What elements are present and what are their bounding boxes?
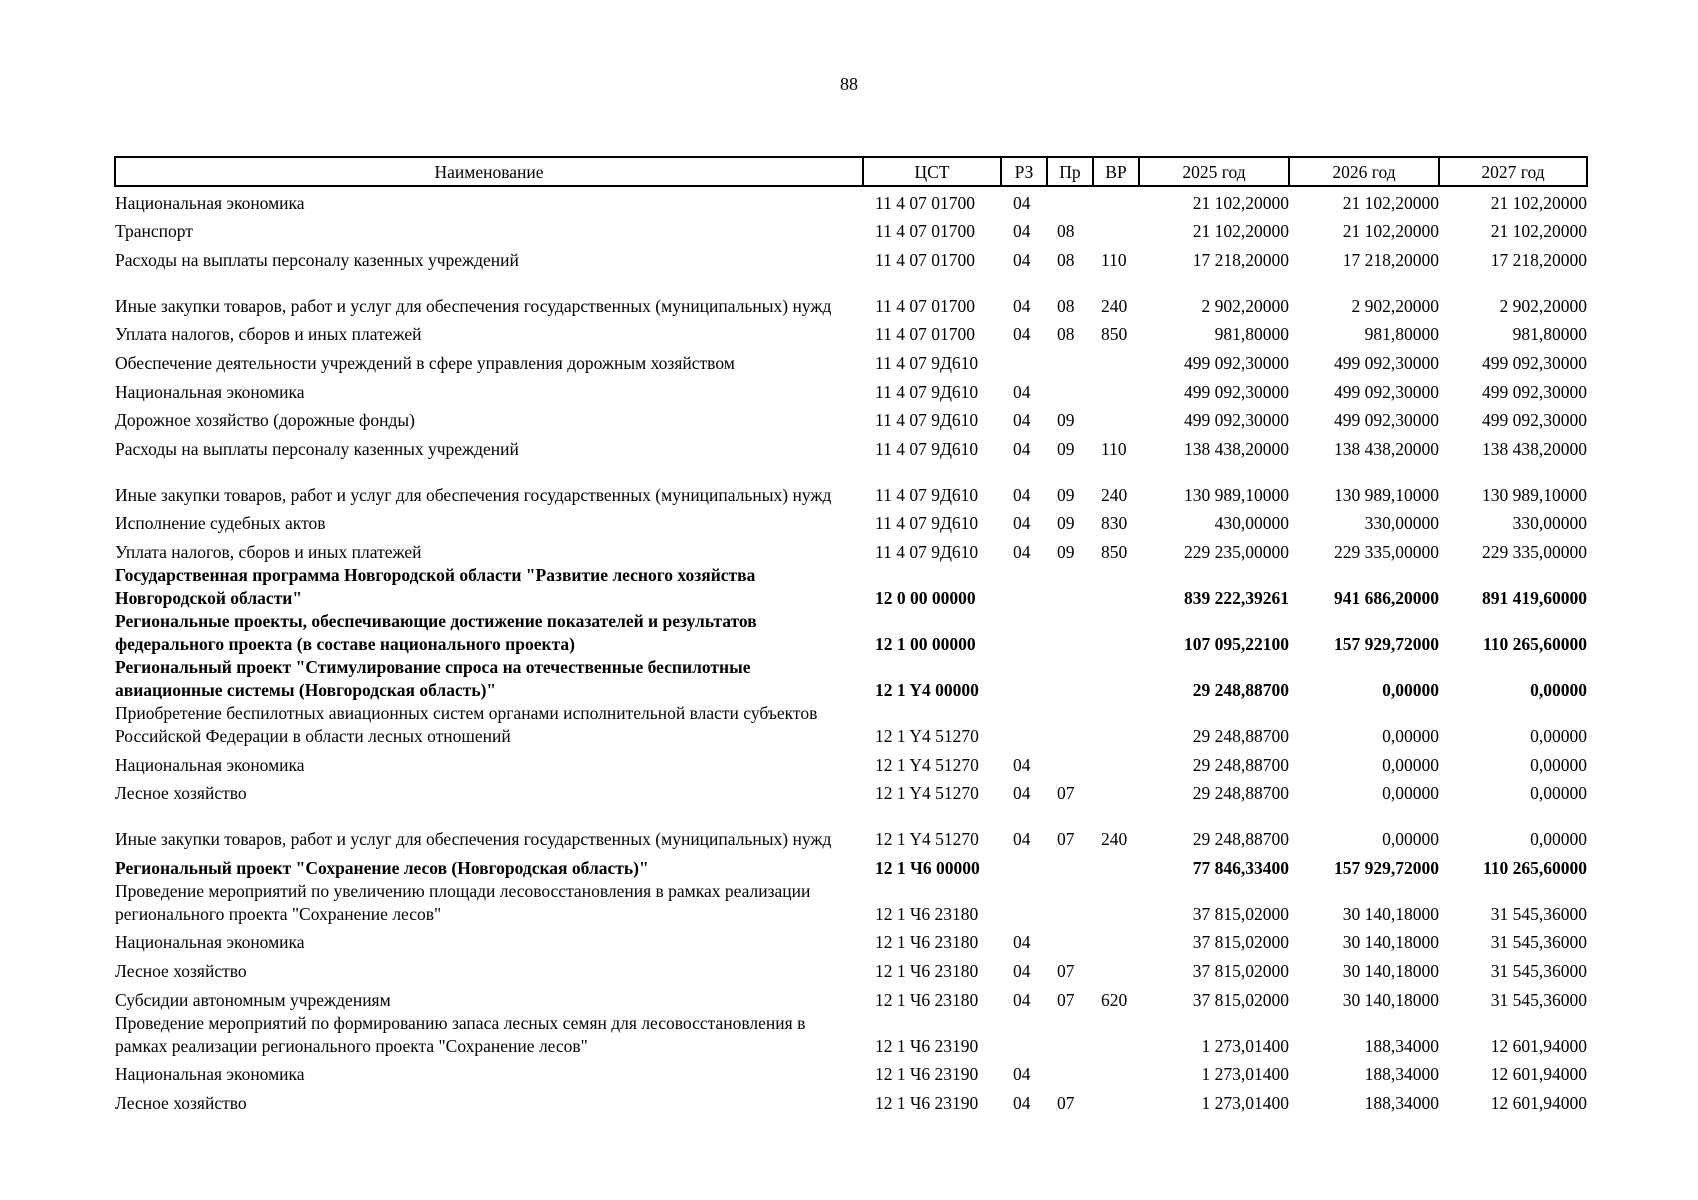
row-rz: 04 bbox=[1013, 932, 1031, 953]
row-cst: 12 1 Y4 51270 bbox=[875, 829, 979, 850]
row-cst: 11 4 07 01700 bbox=[875, 249, 975, 270]
row-vr bbox=[1093, 1058, 1139, 1087]
row-rz: 04 bbox=[1013, 438, 1031, 459]
row-2026-value: 0,00000 bbox=[1382, 829, 1439, 850]
row-2027-value: 891 419,60000 bbox=[1482, 587, 1587, 608]
row-name: Приобретение беспилотных авиационных систем органами исполнительной власти субъектов Российской Федерации в области лесных отношений bbox=[115, 702, 818, 746]
row-vr: 240 bbox=[1101, 829, 1128, 850]
table-body bbox=[115, 186, 1587, 1115]
budget-table bbox=[114, 156, 1588, 1115]
table-row bbox=[115, 535, 1587, 564]
row-vr bbox=[1093, 564, 1139, 610]
header-name: Наименование bbox=[115, 157, 863, 186]
row-2026-value: 30 140,18000 bbox=[1342, 932, 1439, 953]
row-name: Иные закупки товаров, работ и услуг для обеспечения государственных (муниципальных) нужд bbox=[115, 484, 832, 505]
row-name: Национальная экономика bbox=[115, 192, 305, 213]
row-vr bbox=[1093, 777, 1139, 806]
row-2025-value: 499 092,30000 bbox=[1184, 381, 1289, 402]
row-vr bbox=[1093, 954, 1139, 983]
row-vr bbox=[1093, 1086, 1139, 1115]
row-cst: 12 1 Ч6 23190 bbox=[875, 1035, 979, 1056]
row-2025-value: 430,00000 bbox=[1214, 513, 1289, 534]
row-name: Национальная экономика bbox=[115, 381, 305, 402]
row-2027-value: 0,00000 bbox=[1530, 783, 1587, 804]
row-rz: 04 bbox=[1013, 989, 1031, 1010]
row-2027-value: 12 601,94000 bbox=[1490, 1064, 1587, 1085]
table-row bbox=[115, 1058, 1587, 1087]
row-2025-value: 107 095,22100 bbox=[1184, 633, 1289, 654]
row-2027-value: 499 092,30000 bbox=[1482, 410, 1587, 431]
row-pr: 09 bbox=[1057, 410, 1075, 431]
row-2027-value: 130 989,10000 bbox=[1482, 484, 1587, 505]
row-2026-value: 30 140,18000 bbox=[1342, 960, 1439, 981]
row-pr: 08 bbox=[1057, 249, 1075, 270]
row-2026-value: 499 092,30000 bbox=[1334, 352, 1439, 373]
row-name: Региональные проекты, обеспечивающие достижение показателей и результатов федерального проекта (в составе национального проекта) bbox=[115, 610, 757, 654]
row-pr bbox=[1047, 375, 1093, 404]
row-rz: 04 bbox=[1013, 410, 1031, 431]
row-cst: 12 1 Ч6 23180 bbox=[875, 932, 979, 953]
row-2026-value: 2 902,20000 bbox=[1351, 295, 1439, 316]
row-2027-value: 17 218,20000 bbox=[1490, 249, 1587, 270]
row-vr bbox=[1093, 346, 1139, 375]
row-vr: 850 bbox=[1101, 541, 1128, 562]
row-2026-value: 499 092,30000 bbox=[1334, 381, 1439, 402]
table-row bbox=[115, 851, 1587, 880]
row-pr: 08 bbox=[1057, 324, 1075, 345]
row-pr bbox=[1047, 851, 1093, 880]
row-cst: 11 4 07 01700 bbox=[875, 295, 975, 316]
row-cst: 12 1 Y4 00000 bbox=[875, 679, 979, 700]
row-vr bbox=[1093, 404, 1139, 433]
row-2026-value: 21 102,20000 bbox=[1342, 192, 1439, 213]
header-cst: ЦСТ bbox=[863, 157, 1001, 186]
row-2025-value: 17 218,20000 bbox=[1192, 249, 1289, 270]
row-cst: 11 4 07 9Д610 bbox=[875, 513, 979, 534]
row-vr bbox=[1093, 375, 1139, 404]
row-2025-value: 981,80000 bbox=[1214, 324, 1289, 345]
row-rz: 04 bbox=[1013, 783, 1031, 804]
row-vr bbox=[1093, 1012, 1139, 1058]
row-pr bbox=[1047, 346, 1093, 375]
row-rz bbox=[1001, 880, 1047, 926]
row-name: Региональный проект "Стимулирование спроса на отечественные беспилотные авиационные системы (Новгородская область)" bbox=[115, 656, 751, 700]
row-name: Иные закупки товаров, работ и услуг для обеспечения государственных (муниципальных) нужд bbox=[115, 829, 832, 850]
row-2025-value: 130 989,10000 bbox=[1184, 484, 1289, 505]
row-2027-value: 499 092,30000 bbox=[1482, 352, 1587, 373]
row-rz: 04 bbox=[1013, 381, 1031, 402]
row-rz: 04 bbox=[1013, 249, 1031, 270]
row-rz: 04 bbox=[1013, 541, 1031, 562]
row-rz: 04 bbox=[1013, 192, 1031, 213]
row-2026-value: 229 335,00000 bbox=[1334, 541, 1439, 562]
row-vr bbox=[1093, 748, 1139, 777]
row-name: Лесное хозяйство bbox=[115, 1092, 247, 1113]
row-rz bbox=[1001, 851, 1047, 880]
row-rz: 04 bbox=[1013, 513, 1031, 534]
row-2026-value: 0,00000 bbox=[1382, 754, 1439, 775]
row-name: Расходы на выплаты персоналу казенных учреждений bbox=[115, 249, 519, 270]
row-cst: 12 1 Y4 51270 bbox=[875, 725, 979, 746]
table-row bbox=[115, 610, 1587, 656]
table-row bbox=[115, 1086, 1587, 1115]
row-vr bbox=[1093, 880, 1139, 926]
row-2025-value: 1 273,01400 bbox=[1201, 1035, 1289, 1056]
row-rz: 04 bbox=[1013, 754, 1031, 775]
row-pr: 08 bbox=[1057, 221, 1075, 242]
row-cst: 12 1 Y4 51270 bbox=[875, 783, 979, 804]
row-pr: 07 bbox=[1057, 960, 1075, 981]
row-2025-value: 499 092,30000 bbox=[1184, 352, 1289, 373]
table-row bbox=[115, 461, 1587, 507]
row-2027-value: 31 545,36000 bbox=[1490, 989, 1587, 1010]
row-2027-value: 981,80000 bbox=[1512, 324, 1587, 345]
row-pr bbox=[1047, 926, 1093, 955]
row-vr: 110 bbox=[1101, 249, 1127, 270]
row-2025-value: 21 102,20000 bbox=[1192, 221, 1289, 242]
row-2026-value: 30 140,18000 bbox=[1342, 903, 1439, 924]
row-cst: 12 1 Y4 51270 bbox=[875, 754, 979, 775]
row-name: Региональный проект "Сохранение лесов (Новгородская область)" bbox=[115, 857, 649, 878]
row-2026-value: 188,34000 bbox=[1364, 1064, 1439, 1085]
row-name: Национальная экономика bbox=[115, 1064, 305, 1085]
row-cst: 11 4 07 9Д610 bbox=[875, 541, 979, 562]
row-pr bbox=[1047, 1058, 1093, 1087]
row-cst: 11 4 07 9Д610 bbox=[875, 410, 979, 431]
row-2026-value: 0,00000 bbox=[1382, 679, 1439, 700]
row-name: Проведение мероприятий по увеличению площади лесовосстановления в рамках реализации регионального проекта "Сохранение лесов" bbox=[115, 880, 811, 924]
row-pr: 07 bbox=[1057, 1092, 1075, 1113]
row-2026-value: 138 438,20000 bbox=[1334, 438, 1439, 459]
row-vr bbox=[1093, 186, 1139, 215]
row-2027-value: 21 102,20000 bbox=[1490, 221, 1587, 242]
row-rz bbox=[1001, 610, 1047, 656]
table-row bbox=[115, 702, 1587, 748]
row-2025-value: 839 222,39261 bbox=[1184, 587, 1289, 608]
row-rz bbox=[1001, 564, 1047, 610]
row-cst: 11 4 07 9Д610 bbox=[875, 352, 979, 373]
header-rz: РЗ bbox=[1001, 157, 1047, 186]
row-2025-value: 1 273,01400 bbox=[1201, 1092, 1289, 1113]
table-row bbox=[115, 954, 1587, 983]
row-cst: 11 4 07 9Д610 bbox=[875, 438, 979, 459]
row-2025-value: 77 846,33400 bbox=[1192, 857, 1289, 878]
table-row bbox=[115, 1012, 1587, 1058]
row-2026-value: 981,80000 bbox=[1364, 324, 1439, 345]
row-2027-value: 0,00000 bbox=[1530, 725, 1587, 746]
table-row bbox=[115, 432, 1587, 461]
row-rz: 04 bbox=[1013, 960, 1031, 981]
row-2026-value: 0,00000 bbox=[1382, 783, 1439, 804]
table-row bbox=[115, 404, 1587, 433]
row-name: Дорожное хозяйство (дорожные фонды) bbox=[115, 410, 416, 431]
table-row bbox=[115, 243, 1587, 272]
row-2025-value: 29 248,88700 bbox=[1192, 754, 1289, 775]
row-pr bbox=[1047, 1012, 1093, 1058]
row-2027-value: 31 545,36000 bbox=[1490, 932, 1587, 953]
row-name: Государственная программа Новгородской области "Развитие лесного хозяйства Новгородской области" bbox=[115, 564, 756, 608]
row-rz: 04 bbox=[1013, 324, 1031, 345]
row-2026-value: 30 140,18000 bbox=[1342, 989, 1439, 1010]
table-row bbox=[115, 983, 1587, 1012]
row-rz bbox=[1001, 702, 1047, 748]
row-rz bbox=[1001, 346, 1047, 375]
row-2027-value: 12 601,94000 bbox=[1490, 1092, 1587, 1113]
row-pr: 09 bbox=[1057, 513, 1075, 534]
row-pr: 07 bbox=[1057, 989, 1075, 1010]
row-cst: 12 1 Ч6 23180 bbox=[875, 960, 979, 981]
row-2027-value: 229 335,00000 bbox=[1482, 541, 1587, 562]
row-2027-value: 499 092,30000 bbox=[1482, 381, 1587, 402]
row-cst: 12 1 Ч6 23180 bbox=[875, 903, 979, 924]
row-pr: 09 bbox=[1057, 484, 1075, 505]
table-row bbox=[115, 186, 1587, 215]
row-vr: 110 bbox=[1101, 438, 1127, 459]
row-cst: 11 4 07 01700 bbox=[875, 192, 975, 213]
row-vr: 620 bbox=[1101, 989, 1128, 1010]
row-pr: 08 bbox=[1057, 295, 1075, 316]
row-2027-value: 330,00000 bbox=[1512, 513, 1587, 534]
row-2027-value: 0,00000 bbox=[1530, 829, 1587, 850]
table-row bbox=[115, 215, 1587, 244]
row-name: Лесное хозяйство bbox=[115, 960, 247, 981]
row-vr: 830 bbox=[1101, 513, 1128, 534]
row-cst: 11 4 07 01700 bbox=[875, 324, 975, 345]
row-cst: 12 1 Ч6 00000 bbox=[875, 857, 980, 878]
row-2025-value: 37 815,02000 bbox=[1192, 960, 1289, 981]
row-2025-value: 37 815,02000 bbox=[1192, 903, 1289, 924]
row-2027-value: 0,00000 bbox=[1530, 679, 1587, 700]
row-2025-value: 37 815,02000 bbox=[1192, 932, 1289, 953]
row-2025-value: 1 273,01400 bbox=[1201, 1064, 1289, 1085]
row-name: Исполнение судебных актов bbox=[115, 513, 326, 534]
row-2027-value: 138 438,20000 bbox=[1482, 438, 1587, 459]
table-row bbox=[115, 656, 1587, 702]
row-vr: 850 bbox=[1101, 324, 1128, 345]
table-row bbox=[115, 777, 1587, 806]
table-row bbox=[115, 880, 1587, 926]
row-pr bbox=[1047, 564, 1093, 610]
row-vr: 240 bbox=[1101, 295, 1128, 316]
header-2026: 2026 год bbox=[1289, 157, 1439, 186]
table-row bbox=[115, 272, 1587, 318]
row-vr bbox=[1093, 851, 1139, 880]
row-name: Проведение мероприятий по формированию запаса лесных семян для лесовосстановления в рамках реализации регионального проекта "Сохранение лесов" bbox=[115, 1012, 806, 1056]
row-pr bbox=[1047, 702, 1093, 748]
row-name: Транспорт bbox=[115, 221, 193, 242]
row-name: Лесное хозяйство bbox=[115, 783, 247, 804]
row-vr bbox=[1093, 926, 1139, 955]
row-2026-value: 157 929,72000 bbox=[1334, 633, 1439, 654]
row-2025-value: 37 815,02000 bbox=[1192, 989, 1289, 1010]
row-rz: 04 bbox=[1013, 484, 1031, 505]
row-pr: 07 bbox=[1057, 829, 1075, 850]
table-header-row bbox=[115, 157, 1587, 186]
row-2026-value: 157 929,72000 bbox=[1334, 857, 1439, 878]
row-pr: 09 bbox=[1057, 438, 1075, 459]
row-pr bbox=[1047, 610, 1093, 656]
table-row bbox=[115, 346, 1587, 375]
row-cst: 11 4 07 01700 bbox=[875, 221, 975, 242]
row-pr: 07 bbox=[1057, 783, 1075, 804]
row-2025-value: 2 902,20000 bbox=[1201, 295, 1289, 316]
row-rz bbox=[1001, 1012, 1047, 1058]
row-2025-value: 29 248,88700 bbox=[1192, 725, 1289, 746]
row-2027-value: 2 902,20000 bbox=[1499, 295, 1587, 316]
row-vr bbox=[1093, 610, 1139, 656]
row-2026-value: 188,34000 bbox=[1364, 1035, 1439, 1056]
header-2025: 2025 год bbox=[1139, 157, 1289, 186]
row-rz: 04 bbox=[1013, 221, 1031, 242]
row-2025-value: 21 102,20000 bbox=[1192, 192, 1289, 213]
row-vr bbox=[1093, 656, 1139, 702]
row-2026-value: 21 102,20000 bbox=[1342, 221, 1439, 242]
row-vr bbox=[1093, 702, 1139, 748]
row-cst: 11 4 07 9Д610 bbox=[875, 484, 979, 505]
table-row bbox=[115, 564, 1587, 610]
row-name: Уплата налогов, сборов и иных платежей bbox=[115, 324, 422, 345]
row-rz: 04 bbox=[1013, 295, 1031, 316]
row-2026-value: 330,00000 bbox=[1364, 513, 1439, 534]
row-name: Иные закупки товаров, работ и услуг для обеспечения государственных (муниципальных) нужд bbox=[115, 295, 832, 316]
page-number: 88 bbox=[840, 74, 858, 94]
row-2025-value: 229 235,00000 bbox=[1184, 541, 1289, 562]
row-rz: 04 bbox=[1013, 1092, 1031, 1113]
row-cst: 12 1 Ч6 23180 bbox=[875, 989, 979, 1010]
table-row bbox=[115, 318, 1587, 347]
row-2027-value: 31 545,36000 bbox=[1490, 903, 1587, 924]
row-name: Национальная экономика bbox=[115, 754, 305, 775]
row-2027-value: 110 265,60000 bbox=[1482, 633, 1587, 654]
row-2025-value: 29 248,88700 bbox=[1192, 679, 1289, 700]
row-name: Уплата налогов, сборов и иных платежей bbox=[115, 541, 422, 562]
row-2026-value: 17 218,20000 bbox=[1342, 249, 1439, 270]
row-name: Национальная экономика bbox=[115, 932, 305, 953]
row-rz bbox=[1001, 656, 1047, 702]
row-rz: 04 bbox=[1013, 1064, 1031, 1085]
row-2026-value: 941 686,20000 bbox=[1334, 587, 1439, 608]
row-vr: 240 bbox=[1101, 484, 1128, 505]
row-2027-value: 21 102,20000 bbox=[1490, 192, 1587, 213]
row-2027-value: 31 545,36000 bbox=[1490, 960, 1587, 981]
row-name: Расходы на выплаты персоналу казенных учреждений bbox=[115, 438, 519, 459]
header-vr: ВР bbox=[1093, 157, 1139, 186]
row-cst: 12 1 Ч6 23190 bbox=[875, 1064, 979, 1085]
row-2026-value: 499 092,30000 bbox=[1334, 410, 1439, 431]
row-2027-value: 0,00000 bbox=[1530, 754, 1587, 775]
row-pr bbox=[1047, 748, 1093, 777]
row-vr bbox=[1093, 215, 1139, 244]
row-pr bbox=[1047, 656, 1093, 702]
row-pr bbox=[1047, 880, 1093, 926]
row-cst: 12 0 00 00000 bbox=[875, 587, 976, 608]
row-name: Субсидии автономным учреждениям bbox=[115, 989, 391, 1010]
row-2027-value: 110 265,60000 bbox=[1482, 857, 1587, 878]
row-cst: 11 4 07 9Д610 bbox=[875, 381, 979, 402]
row-2027-value: 12 601,94000 bbox=[1490, 1035, 1587, 1056]
row-2026-value: 188,34000 bbox=[1364, 1092, 1439, 1113]
row-2026-value: 130 989,10000 bbox=[1334, 484, 1439, 505]
row-cst: 12 1 Ч6 23190 bbox=[875, 1092, 979, 1113]
row-name: Обеспечение деятельности учреждений в сфере управления дорожным хозяйством bbox=[115, 352, 735, 373]
row-pr bbox=[1047, 186, 1093, 215]
row-2025-value: 138 438,20000 bbox=[1184, 438, 1289, 459]
table-row bbox=[115, 375, 1587, 404]
row-rz: 04 bbox=[1013, 829, 1031, 850]
table-row bbox=[115, 805, 1587, 851]
table-row bbox=[115, 926, 1587, 955]
row-2025-value: 499 092,30000 bbox=[1184, 410, 1289, 431]
table-row bbox=[115, 748, 1587, 777]
row-2026-value: 0,00000 bbox=[1382, 725, 1439, 746]
row-pr: 09 bbox=[1057, 541, 1075, 562]
header-2027: 2027 год bbox=[1439, 157, 1587, 186]
row-2025-value: 29 248,88700 bbox=[1192, 829, 1289, 850]
header-pr: Пр bbox=[1047, 157, 1093, 186]
row-cst: 12 1 00 00000 bbox=[875, 633, 976, 654]
row-2025-value: 29 248,88700 bbox=[1192, 783, 1289, 804]
table-row bbox=[115, 507, 1587, 536]
